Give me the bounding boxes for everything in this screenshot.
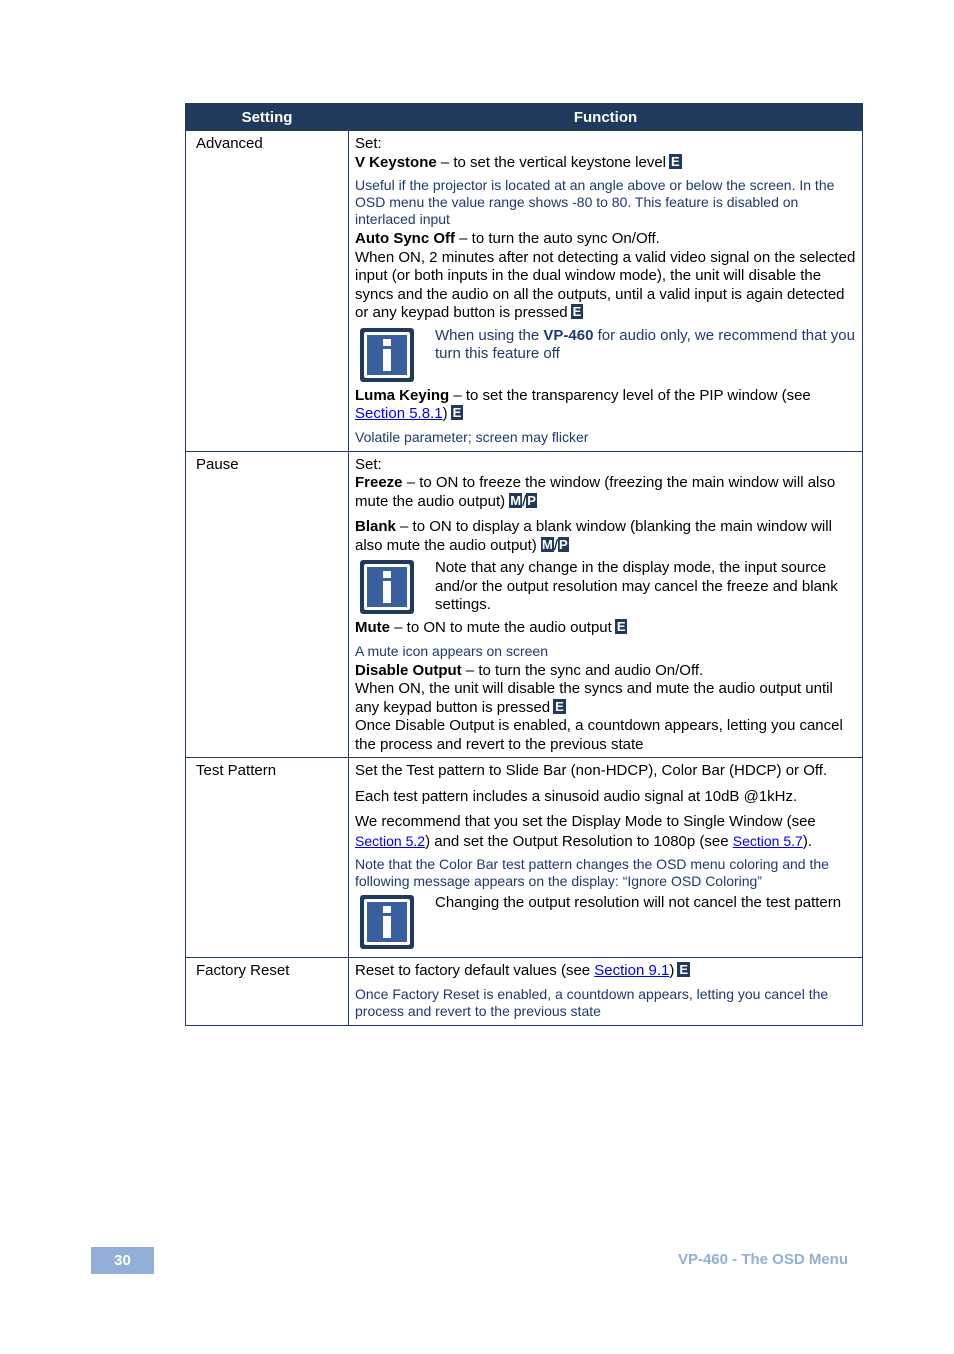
- section-5-7-link[interactable]: Section 5.7: [732, 832, 803, 849]
- setting-pause: Pause: [186, 451, 349, 758]
- fr-a: Reset to factory default values (see: [355, 962, 595, 979]
- disable-output-body: When ON, the unit will disable the syncs and mute the audio output until any keypad button is pressed: [355, 680, 833, 716]
- test-pattern-note: Note that the Color Bar test pattern changes the OSD menu coloring and the following message appears on the display: “Ignore OSD Coloring”: [355, 856, 829, 889]
- section-5-2-link[interactable]: Section 5.2: [355, 832, 426, 849]
- info-icon: [359, 894, 415, 950]
- table-row-test-pattern: [186, 758, 863, 958]
- v-keystone-desc: – to set the vertical keystone level: [436, 153, 666, 171]
- luma-keying-title: Luma Keying: [355, 386, 450, 404]
- setting-factory-reset: Factory Reset: [186, 958, 349, 1026]
- info-icon: [359, 327, 415, 383]
- section-5-8-1-link[interactable]: Section 5.8.1: [355, 405, 443, 422]
- table-row-pause: [186, 451, 863, 758]
- osd-settings-table: [185, 103, 863, 1026]
- mute-desc: – to ON to mute the audio output: [390, 619, 612, 636]
- info-text-test-pattern: Changing the output resolution will not cancel the test pattern: [435, 894, 842, 911]
- badge-m: M: [541, 536, 553, 552]
- header-setting: Setting: [186, 104, 349, 131]
- function-pause: [349, 451, 863, 758]
- luma-keying-note: Volatile parameter; screen may flicker: [355, 428, 589, 445]
- p3-c: ).: [802, 832, 812, 850]
- badge-e: E: [671, 153, 680, 169]
- header-function: Function: [349, 104, 863, 131]
- badge-p: P: [527, 492, 536, 508]
- badge-e: E: [616, 619, 626, 634]
- factory-reset-note: Once Factory Reset is enabled, a countdown appears, letting you cancel the process and revert to the previous state: [355, 985, 829, 1019]
- v-keystone-note: Useful if the projector is located at an angle above or below the screen. In the OSD menu the value range shows -80 to 80. This feature is disabled on interlaced input: [355, 177, 835, 227]
- function-test-pattern: [349, 758, 863, 958]
- luma-keying-close: ): [442, 405, 448, 422]
- badge-e: E: [555, 698, 564, 714]
- disable-output-title: Disable Output: [355, 661, 462, 679]
- badge-slash: /: [522, 492, 527, 510]
- auto-sync-body-line: [355, 249, 857, 323]
- mute-note: A mute icon appears on screen: [355, 642, 549, 659]
- mute-title: Mute: [355, 619, 390, 636]
- info-pre: When using the: [435, 326, 544, 344]
- disable-output-body2: Once Disable Output is enabled, a countdown appears, letting you cancel the process and revert to the previous state: [355, 717, 843, 753]
- factory-reset-p1: [355, 962, 857, 981]
- mute-line: [355, 619, 857, 638]
- v-keystone-title: V Keystone: [355, 153, 437, 171]
- table-row-factory-reset: [186, 958, 863, 1026]
- info-box-test-pattern: [355, 894, 857, 950]
- setting-test-pattern: Test Pattern: [186, 758, 349, 958]
- badge-slash: /: [553, 536, 558, 554]
- badge-m: M: [510, 492, 522, 508]
- v-keystone-line: [355, 154, 857, 173]
- info-box-pause: [355, 559, 857, 615]
- blank-line: [355, 518, 857, 555]
- info-icon: [359, 559, 415, 615]
- set-label: Set:: [355, 455, 382, 473]
- setting-advanced: Advanced: [186, 131, 349, 452]
- freeze-line: [355, 474, 857, 511]
- info-post: for audio only, we recommend that you turn this feature off: [435, 326, 855, 362]
- p3-b: ) and set the Output Resolution to 1080p (see: [425, 832, 733, 850]
- auto-sync-desc: – to turn the auto sync On/Off.: [455, 230, 660, 247]
- test-pattern-p1: Set the Test pattern to Slide Bar (non-HDCP), Color Bar (HDCP) or Off.: [355, 762, 828, 779]
- freeze-desc: – to ON to freeze the window (freezing the main window will also mute the audio output): [355, 474, 836, 510]
- table-header-row: [186, 104, 863, 131]
- info-text-auto-sync: [435, 327, 857, 364]
- luma-keying-line: [355, 387, 857, 424]
- luma-keying-desc: – to set the transparency level of the PIP window (see: [449, 386, 811, 404]
- auto-sync-line: [355, 230, 857, 249]
- test-pattern-p3: [355, 813, 857, 851]
- test-pattern-p2: Each test pattern includes a sinusoid audio signal at 10dB @1kHz.: [355, 787, 798, 805]
- fr-b: ): [669, 962, 675, 979]
- disable-output-line: [355, 662, 857, 681]
- freeze-title: Freeze: [355, 474, 403, 491]
- page-number: 30: [91, 1247, 154, 1274]
- blank-title: Blank: [355, 518, 396, 535]
- auto-sync-title: Auto Sync Off: [355, 230, 455, 247]
- blank-desc: – to ON to display a blank window (blanking the main window will also mute the audio output): [355, 518, 832, 554]
- info-product: VP-460: [543, 326, 594, 344]
- p3-a: We recommend that you set the Display Mode to Single Window (see: [355, 813, 816, 830]
- table-row-advanced: [186, 131, 863, 452]
- badge-e: E: [452, 405, 462, 420]
- badge-e: E: [679, 962, 689, 977]
- badge-p: P: [558, 536, 568, 552]
- disable-output-body-line: [355, 680, 857, 717]
- auto-sync-body: When ON, 2 minutes after not detecting a valid video signal on the selected input (or both inputs in the dual window mode), the unit will disable the syncs and the audio on all the outputs, until a valid input is again detected or any keypad button is pressed: [355, 248, 856, 321]
- info-box-auto-sync: [355, 327, 857, 383]
- section-9-1-link[interactable]: Section 9.1: [594, 962, 670, 979]
- footer-title: VP-460 - The OSD Menu: [677, 1251, 848, 1268]
- disable-output-desc: – to turn the sync and audio On/Off.: [461, 661, 704, 679]
- badge-e: E: [572, 304, 582, 319]
- set-label: Set:: [355, 135, 382, 152]
- info-text-pause: Note that any change in the display mode, the input source and/or the output resolution may cancel the freeze and blank settings.: [435, 559, 838, 613]
- function-factory-reset: [349, 958, 863, 1026]
- function-advanced: [349, 131, 863, 452]
